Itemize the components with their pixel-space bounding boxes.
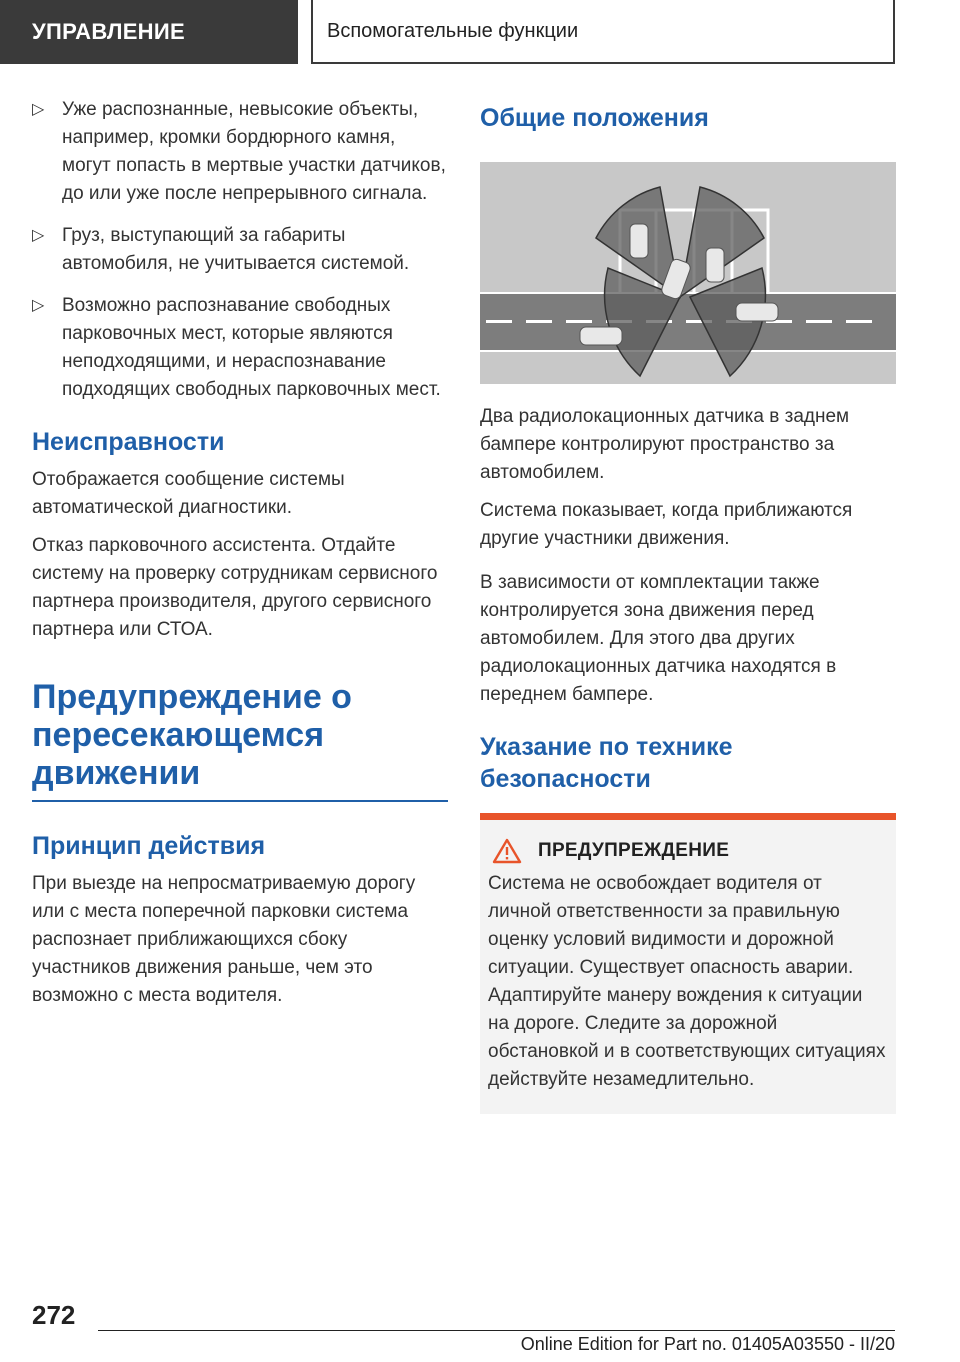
left-column — [32, 96, 448, 1020]
triangle-bullet-icon: ▷ — [32, 297, 45, 314]
limitations-list — [32, 96, 448, 404]
header-section-tab: УПРАВЛЕНИЕ — [0, 0, 298, 64]
footer-edition: Online Edition for Part no. 01405A03550 - II/20 — [520, 1334, 895, 1354]
general-paragraph-1: Два радиолокационных датчика в заднем бампере контролируют пространство за автомобилем. — [480, 406, 850, 483]
triangle-bullet-icon: ▷ — [32, 101, 45, 118]
list-item: ▷ Возможно распознавание свободных парковочных мест, которые являются неподходящими, и нераспознавание подходящих свободных парковочных мест. — [32, 292, 448, 404]
principle-heading: Принцип действия — [32, 832, 266, 860]
triangle-bullet-icon: ▷ — [32, 227, 45, 244]
header-chapter-title: Вспомогательные функции — [311, 0, 895, 64]
warning-text: Система не освобождает водителя от личной ответственности за правильную оценку условий видимости и дорожной ситуации. Существует опасность аварии. Адаптируйте манеру вождения к ситуации на дороге. Следите за дорожной обстановкой и в соответствующих ситуациях действуйте незамедлительно. — [488, 873, 886, 1090]
list-item: ▷ Груз, выступающий за габариты автомобиля, не учитывается системой. — [32, 222, 448, 278]
warning-triangle-icon — [492, 838, 522, 864]
malfunction-paragraph-2: Отказ парковочного ассистента. Отдайте систему на проверку сотрудникам сервисного партнера производителя, другого сервисного партнера или СТОА. — [32, 535, 438, 640]
section-title: Предупреждение о пересекающемся движении — [32, 678, 448, 802]
footer-divider — [98, 1330, 895, 1331]
warning-header — [488, 838, 888, 864]
safety-heading: Указание по технике безопасности — [480, 733, 733, 793]
malfunction-heading: Неисправности — [32, 428, 225, 456]
general-paragraph-2: Система показывает, когда приближаются другие участники движения. — [480, 500, 853, 549]
list-item: ▷ Уже распознанные, невысокие объекты, например, кромки бордюрного камня, могут попасть в мертвые участки датчиков, до или уже после непрерывного сигнала. — [32, 96, 448, 208]
page-number: 272 — [32, 1300, 76, 1330]
right-column — [480, 96, 896, 1114]
general-paragraph-3: В зависимости от комплектации также контролируется зона движения перед автомобилем. Для этого два других радиолокационных датчика находятся в переднем бампере. — [480, 572, 837, 705]
general-heading: Общие положения — [480, 104, 709, 132]
cross-traffic-diagram — [480, 162, 896, 384]
warning-label: ПРЕДУПРЕЖДЕНИЕ — [538, 840, 730, 861]
warning-box — [480, 813, 896, 1114]
principle-paragraph: При выезде на непросматриваемую дорогу или с места поперечной парковки система распознает приближающихся сбоку участников движения раньше, чем это возможно с места водителя. — [32, 873, 416, 1006]
malfunction-paragraph-1: Отображается сообщение системы автоматической диагностики. — [32, 469, 345, 518]
